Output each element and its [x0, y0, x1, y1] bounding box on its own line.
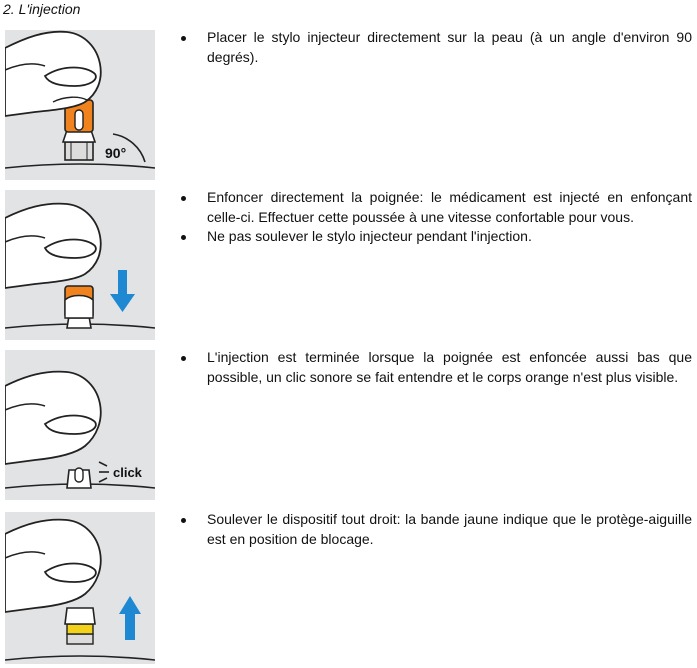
- illustration-lift-device: [5, 512, 155, 664]
- section-title: 2. L'injection: [3, 1, 81, 17]
- step-4-instructions: [180, 510, 692, 549]
- step-2-instructions: [180, 188, 692, 247]
- lift-pen-illustration: [5, 512, 155, 664]
- step-3-instructions: [180, 348, 692, 387]
- step-2-bullet-2: Ne pas soulever le stylo injecteur pendant l'injection.: [180, 227, 692, 247]
- illustration-click: [5, 350, 155, 500]
- illustration-place-pen: [5, 30, 155, 180]
- illustration-push-handle: [5, 190, 155, 340]
- arrow-down-icon: [110, 270, 135, 312]
- step-3-bullet-1: L'injection est terminée lorsque la poignée est enfoncée aussi bas que possible, un clic sonore se fait entendre et le corps orange n'est plus visible.: [180, 348, 692, 387]
- arrow-up-icon: [119, 596, 141, 640]
- push-down-illustration: [5, 190, 155, 340]
- click-sound-icon: [99, 462, 109, 482]
- step-1-instructions: [180, 28, 692, 67]
- angle-badge: 90°: [105, 145, 127, 161]
- click-badge: click: [113, 465, 142, 480]
- injection-complete-illustration: [5, 350, 155, 500]
- step-2-bullet-1: Enfoncer directement la poignée: le médicament est injecté en enfonçant celle-ci. Effectuer cette poussée à une vitesse confortable pour vous.: [180, 188, 692, 227]
- pen-on-skin-illustration: [5, 30, 155, 180]
- step-4-bullet-1: Soulever le dispositif tout droit: la bande jaune indique que le protège-aiguille est en position de blocage.: [180, 510, 692, 549]
- step-1-bullet-1: Placer le stylo injecteur directement sur la peau (à un angle d'environ 90 degrés).: [180, 28, 692, 67]
- yellow-band: [67, 624, 93, 634]
